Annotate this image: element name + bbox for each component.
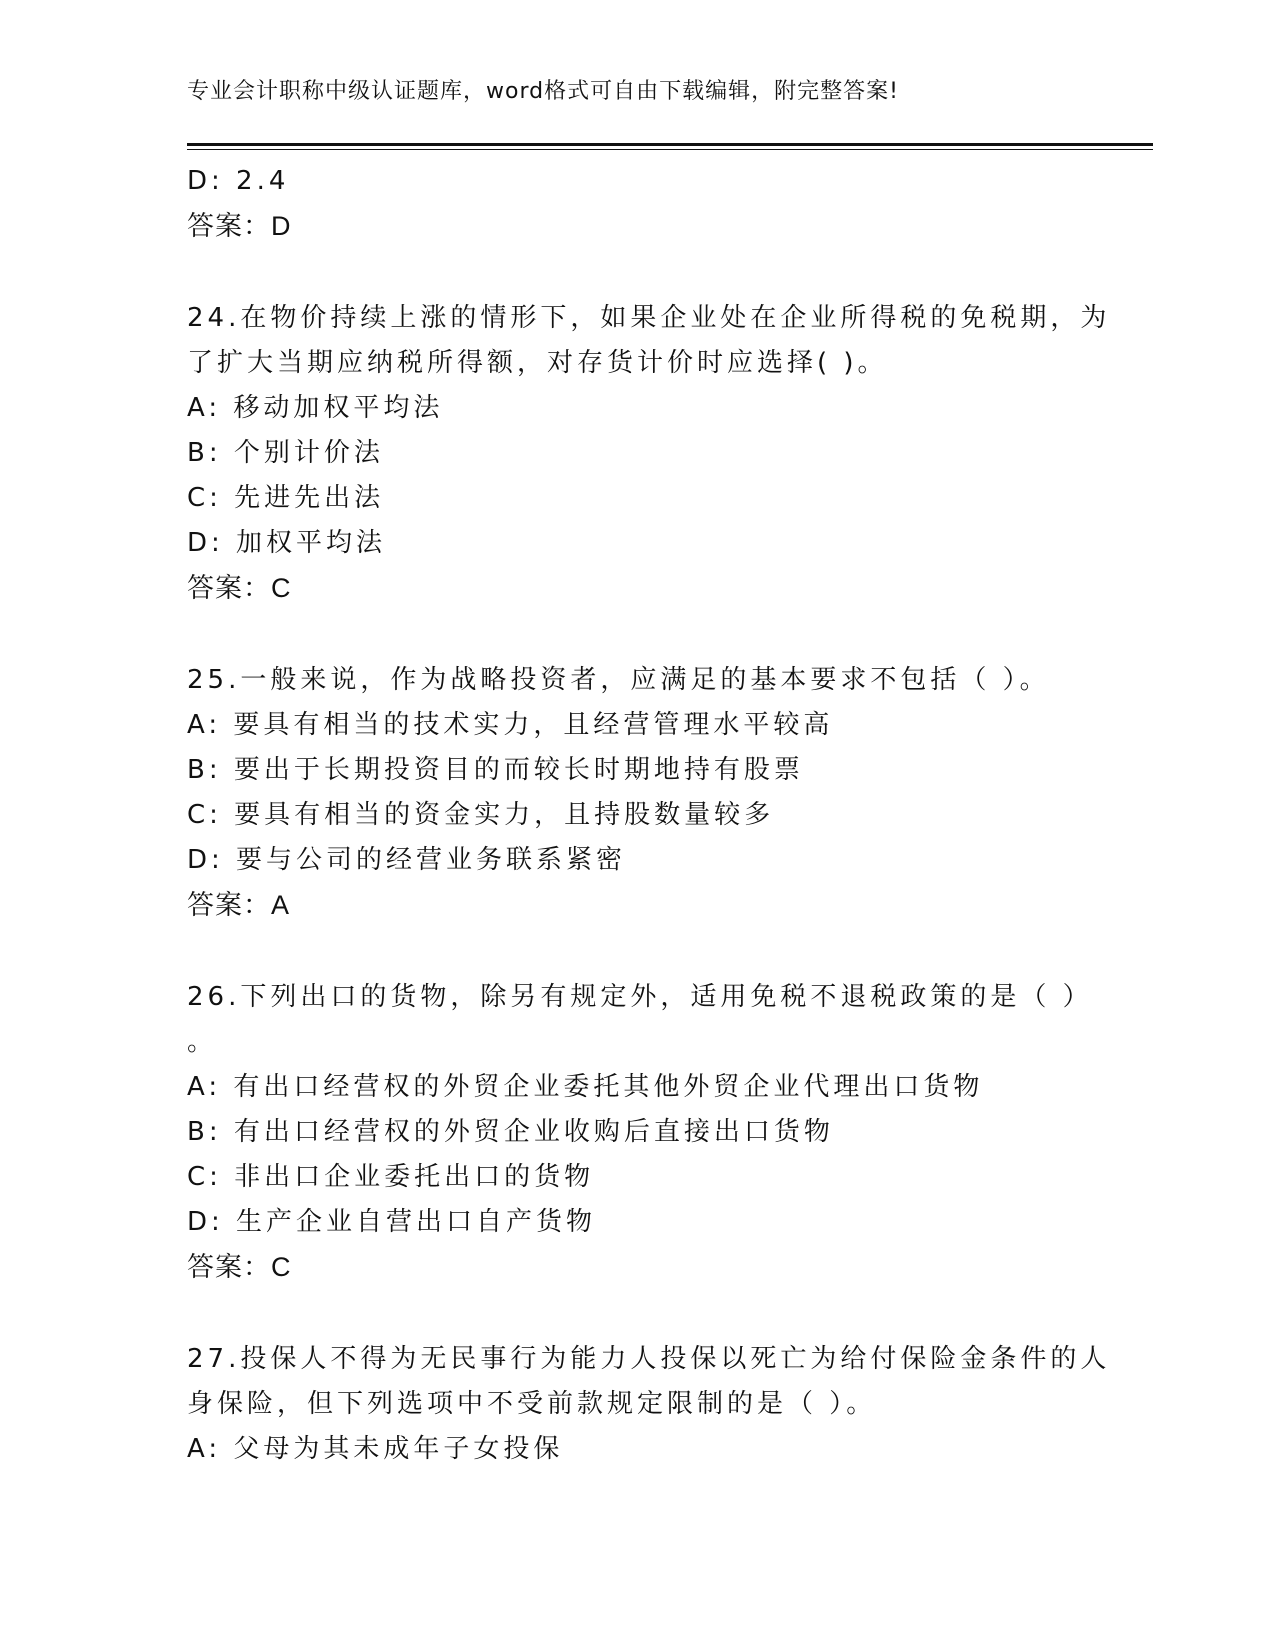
option-b: B: 个别计价法 [187,438,384,468]
option-d: D: 加权平均法 [187,528,387,558]
option-a: A: 父母为其未成年子女投保 [187,1434,564,1464]
question-stem: 26.下列出口的货物，除另有规定外，适用免税不退税政策的是（ ） [187,982,1093,1012]
question-list [187,159,1111,1472]
spacer [187,1290,1087,1337]
spacer [187,928,1087,975]
question-stem: 25.一般来说，作为战略投资者，应满足的基本要求不包括（ ）。 [187,665,1050,695]
option-d: D: 要与公司的经营业务联系紧密 [187,845,627,875]
page-header: 专业会计职称中级认证题库，word格式可自由下载编辑，附完整答案! [187,79,899,104]
answer-line: 答案：C [187,1252,292,1282]
question-stem: 身保险，但下列选项中不受前款规定限制的是（ ）。 [187,1389,877,1419]
previous-question-tail [187,159,1087,249]
spacer [187,249,1087,296]
question-27 [187,1337,1111,1472]
question-26 [187,975,1093,1290]
question-24 [187,296,1111,611]
question-stem: 27.投保人不得为无民事行为能力人投保以死亡为给付保险金条件的人 [187,1344,1111,1374]
answer-line: 答案：A [187,890,291,920]
option-d: D: 生产企业自营出口自产货物 [187,1207,597,1237]
question-stem: 。 [187,1027,218,1057]
option-a: A: 要具有相当的技术实力，且经营管理水平较高 [187,710,834,740]
question-stem: 了扩大当期应纳税所得额，对存货计价时应选择( )。 [187,348,888,378]
option-c: C: 要具有相当的资金实力，且持股数量较多 [187,800,775,830]
option-c: C: 非出口企业委托出口的货物 [187,1162,595,1192]
header-rule-thin [187,149,1153,150]
answer-line: 答案：D [187,211,292,241]
question-stem: 24.在物价持续上涨的情形下，如果企业处在企业所得税的免税期，为 [187,303,1111,333]
option-d: D: 2.4 [187,166,290,196]
option-c: C: 先进先出法 [187,483,385,513]
question-25 [187,658,1087,928]
option-a: A: 有出口经营权的外贸企业委托其他外贸企业代理出口货物 [187,1072,984,1102]
option-b: B: 要出于长期投资目的而较长时期地持有股票 [187,755,804,785]
spacer [187,611,1087,658]
option-a: A: 移动加权平均法 [187,393,444,423]
answer-line: 答案：C [187,573,292,603]
header-rule-thick [187,143,1153,146]
option-b: B: 有出口经营权的外贸企业收购后直接出口货物 [187,1117,834,1147]
